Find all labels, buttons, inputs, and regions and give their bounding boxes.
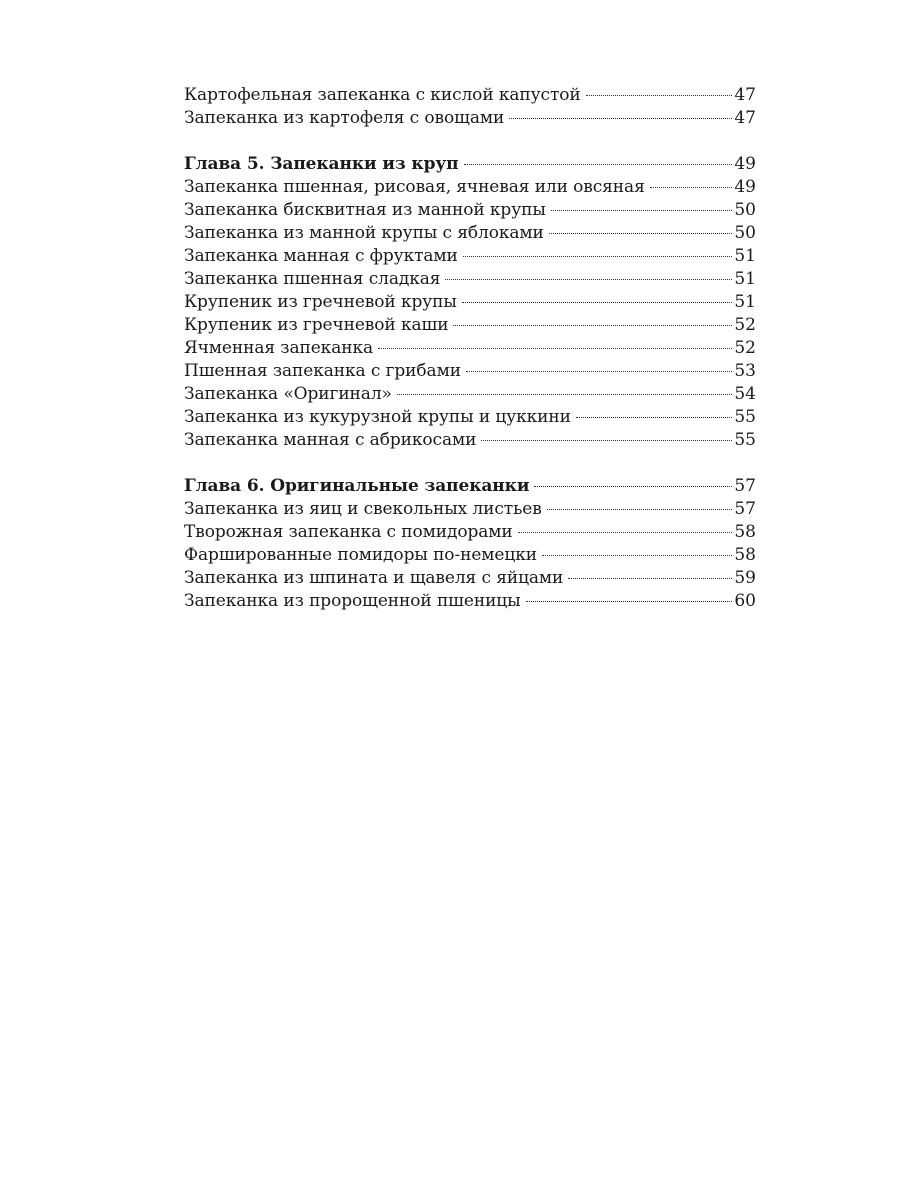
chapter-page: 57 xyxy=(734,476,756,496)
toc-entry[interactable] xyxy=(184,337,756,360)
toc-entry-title: Запеканка из манной крупы с яблоками xyxy=(184,223,544,243)
toc-entry-page: 47 xyxy=(734,85,756,105)
toc-entry-page: 55 xyxy=(734,407,756,427)
dot-leader xyxy=(463,256,732,257)
toc-entry[interactable] xyxy=(184,590,756,613)
dot-leader xyxy=(518,532,732,533)
toc-entry-title: Пшенная запеканка с грибами xyxy=(184,361,461,381)
toc-entry[interactable] xyxy=(184,176,756,199)
toc-entry-page: 54 xyxy=(734,384,756,404)
toc-entry-page: 58 xyxy=(734,522,756,542)
toc-entry-title: Картофельная запеканка с кислой капустой xyxy=(184,85,581,105)
toc-entry[interactable] xyxy=(184,107,756,130)
toc-entry-title: Запеканка манная с абрикосами xyxy=(184,430,477,450)
toc-entry-title: Крупеник из гречневой каши xyxy=(184,315,449,335)
toc-entry[interactable] xyxy=(184,84,756,107)
toc-entry-page: 52 xyxy=(734,338,756,358)
toc-entry-title: Запеканка из пророщенной пшеницы xyxy=(184,591,521,611)
toc-chapter-heading[interactable] xyxy=(184,475,756,498)
toc-entry-page: 50 xyxy=(734,223,756,243)
toc-entry-title: Запеканка из кукурузной крупы и цуккини xyxy=(184,407,571,427)
dot-leader xyxy=(549,233,732,234)
dot-leader xyxy=(551,210,732,211)
dot-leader xyxy=(464,164,733,165)
toc-entry-page: 55 xyxy=(734,430,756,450)
toc-entry-page: 50 xyxy=(734,200,756,220)
toc-entry-title: Запеканка пшенная сладкая xyxy=(184,269,441,289)
toc-section-continued xyxy=(184,84,756,130)
toc-section-chapter-5 xyxy=(184,153,756,452)
toc-entry-title: Запеканка пшенная, рисовая, ячневая или овсяная xyxy=(184,177,645,197)
dot-leader xyxy=(650,187,732,188)
dot-leader xyxy=(466,371,732,372)
toc-entry-title: Творожная запеканка с помидорами xyxy=(184,522,513,542)
toc-entry-page: 53 xyxy=(734,361,756,381)
toc-section-chapter-6 xyxy=(184,475,756,613)
dot-leader xyxy=(509,118,732,119)
dot-leader xyxy=(586,95,732,96)
toc-entry-page: 59 xyxy=(734,568,756,588)
toc-entry-page: 57 xyxy=(734,499,756,519)
table-of-contents xyxy=(184,84,756,613)
toc-entry-title: Запеканка из картофеля с овощами xyxy=(184,108,505,128)
toc-entry-title: Запеканка «Оригинал» xyxy=(184,384,392,404)
toc-entry[interactable] xyxy=(184,222,756,245)
toc-entry-page: 51 xyxy=(734,246,756,266)
dot-leader xyxy=(526,601,732,602)
toc-entry-page: 47 xyxy=(734,108,756,128)
toc-entry[interactable] xyxy=(184,199,756,222)
dot-leader xyxy=(568,578,732,579)
toc-entry-title: Запеканка манная с фруктами xyxy=(184,246,458,266)
toc-entry[interactable] xyxy=(184,314,756,337)
toc-entry[interactable] xyxy=(184,245,756,268)
toc-entry[interactable] xyxy=(184,406,756,429)
dot-leader xyxy=(481,440,732,441)
toc-chapter-heading[interactable] xyxy=(184,153,756,176)
toc-entry[interactable] xyxy=(184,544,756,567)
dot-leader xyxy=(542,555,732,556)
toc-entry-title: Фаршированные помидоры по-немецки xyxy=(184,545,537,565)
toc-entry-page: 52 xyxy=(734,315,756,335)
toc-entry-title: Крупеник из гречневой крупы xyxy=(184,292,457,312)
chapter-title: Глава 5. Запеканки из круп xyxy=(184,154,459,174)
toc-entry[interactable] xyxy=(184,360,756,383)
dot-leader xyxy=(453,325,732,326)
toc-entry-title: Запеканка бисквитная из манной крупы xyxy=(184,200,546,220)
dot-leader xyxy=(462,302,732,303)
toc-entry[interactable] xyxy=(184,429,756,452)
toc-entry-title: Запеканка из шпината и щавеля с яйцами xyxy=(184,568,564,588)
dot-leader xyxy=(534,486,732,487)
toc-entry[interactable] xyxy=(184,567,756,590)
chapter-title: Глава 6. Оригинальные запеканки xyxy=(184,476,530,496)
dot-leader xyxy=(576,417,732,418)
toc-entry[interactable] xyxy=(184,498,756,521)
toc-entry-title: Ячменная запеканка xyxy=(184,338,374,358)
toc-entry-page: 58 xyxy=(734,545,756,565)
dot-leader xyxy=(378,348,732,349)
toc-entry[interactable] xyxy=(184,383,756,406)
chapter-page: 49 xyxy=(734,154,756,174)
dot-leader xyxy=(397,394,732,395)
dot-leader xyxy=(445,279,732,280)
toc-entry[interactable] xyxy=(184,268,756,291)
toc-entry-page: 51 xyxy=(734,269,756,289)
toc-entry[interactable] xyxy=(184,291,756,314)
toc-entry[interactable] xyxy=(184,521,756,544)
toc-entry-page: 60 xyxy=(734,591,756,611)
toc-entry-title: Запеканка из яиц и свекольных листьев xyxy=(184,499,542,519)
toc-entry-page: 51 xyxy=(734,292,756,312)
dot-leader xyxy=(547,509,732,510)
toc-entry-page: 49 xyxy=(734,177,756,197)
